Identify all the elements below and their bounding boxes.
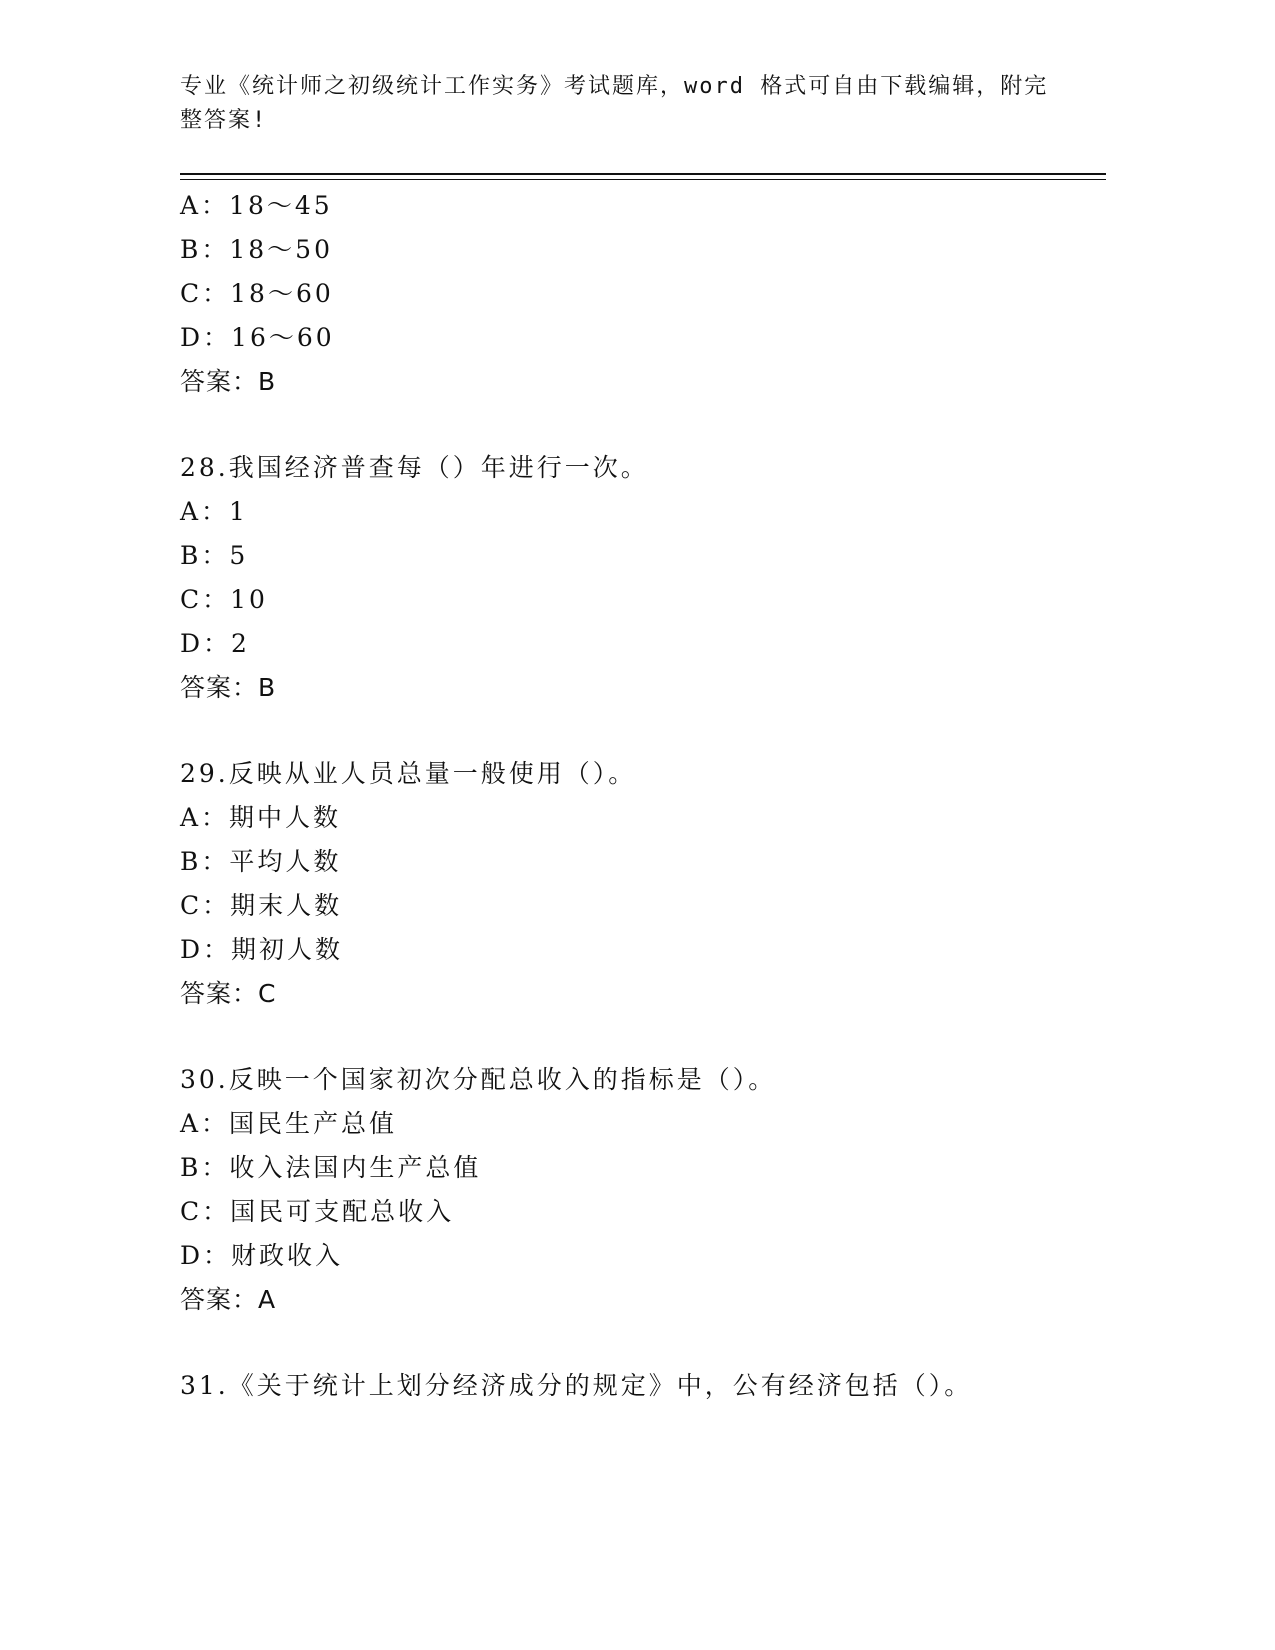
option-b: B：平均人数 — [180, 847, 342, 876]
question-text: 30.反映一个国家初次分配总收入的指标是（）。 — [180, 1065, 777, 1094]
option-c: C：18～60 — [180, 279, 334, 308]
question-block-31 — [180, 1364, 1110, 1408]
option-c: C：国民可支配总收入 — [180, 1197, 455, 1226]
answer-line: 答案：B — [180, 367, 277, 396]
option-d: D：2 — [180, 629, 250, 658]
option-d: D：16～60 — [180, 323, 335, 352]
option-b: B：5 — [180, 541, 249, 570]
option-c: C：期末人数 — [180, 891, 343, 920]
answer-line: 答案：C — [180, 979, 277, 1008]
spacer — [180, 710, 1110, 752]
option-c: C：10 — [180, 585, 268, 614]
option-a: A：期中人数 — [180, 803, 342, 832]
option-b: B：收入法国内生产总值 — [180, 1153, 482, 1182]
header-line-2: 整答案! — [180, 108, 268, 133]
answer-line: 答案：B — [180, 673, 277, 702]
option-d: D：期初人数 — [180, 935, 344, 964]
header-divider-thin — [180, 179, 1106, 180]
spacer — [180, 1016, 1110, 1058]
option-a: A：18～45 — [180, 191, 333, 220]
option-a: A：1 — [180, 497, 248, 526]
question-block-carryover — [180, 184, 1110, 404]
question-list — [180, 184, 1110, 1408]
spacer — [180, 1322, 1110, 1364]
answer-line: 答案：A — [180, 1285, 277, 1314]
question-block-30 — [180, 1058, 1110, 1322]
question-block-28 — [180, 446, 1110, 710]
option-a: A：国民生产总值 — [180, 1109, 398, 1138]
question-text: 31.《关于统计上划分经济成分的规定》中，公有经济包括（）。 — [180, 1371, 973, 1400]
question-block-29 — [180, 752, 1110, 1016]
question-text: 28.我国经济普查每（）年进行一次。 — [180, 453, 649, 482]
option-b: B：18～50 — [180, 235, 333, 264]
header-line-1: 专业《统计师之初级统计工作实务》考试题库，word 格式可自由下载编辑，附完 — [180, 74, 1049, 99]
option-d: D：财政收入 — [180, 1241, 344, 1270]
header-divider-thick — [180, 173, 1106, 175]
document-header — [180, 70, 1050, 138]
question-text: 29.反映从业人员总量一般使用（）。 — [180, 759, 637, 788]
spacer — [180, 404, 1110, 446]
